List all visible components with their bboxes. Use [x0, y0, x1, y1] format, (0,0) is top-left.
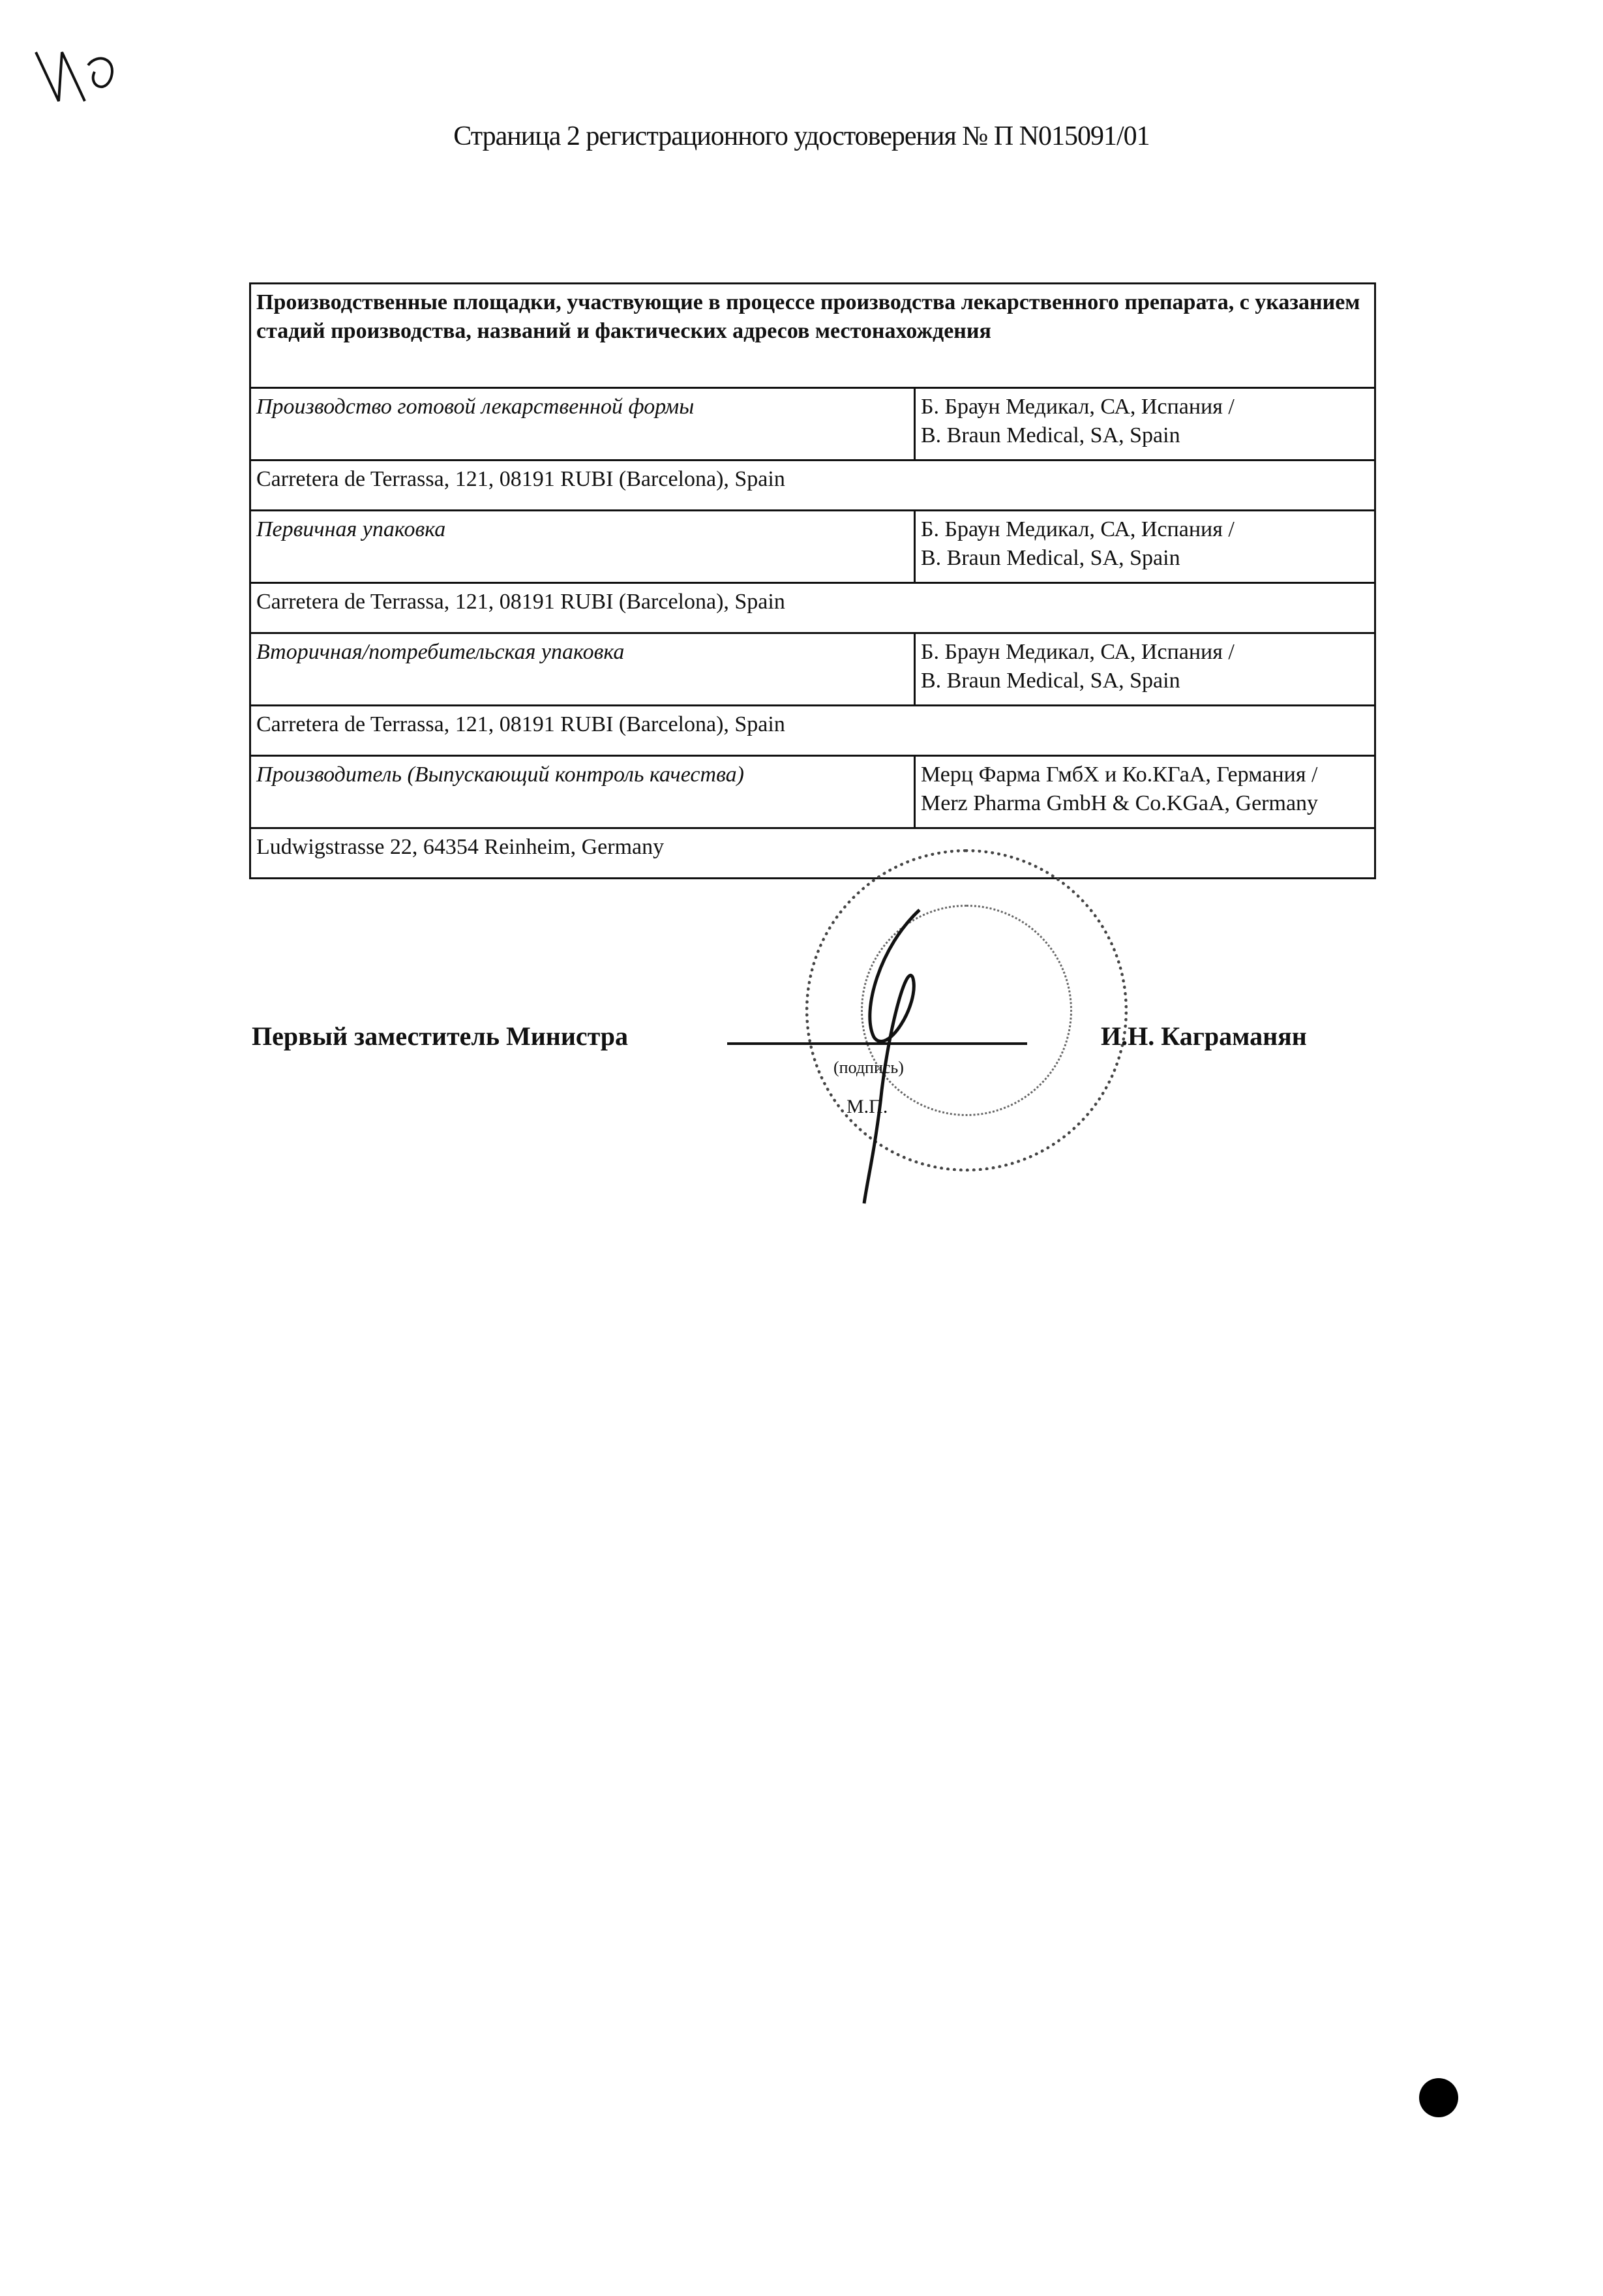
page-title: Страница 2 регистрационного удостоверения № П N015091/01 — [453, 121, 1150, 151]
table-row — [250, 633, 1375, 706]
company-en: B. Braun Medical, SA, Spain — [921, 546, 1180, 570]
stage-cell: Первичная упаковка — [250, 511, 915, 583]
table-row — [250, 511, 1375, 583]
stage-cell: Производитель (Выпускающий контроль качества) — [250, 756, 915, 828]
address-cell: Carretera de Terrassa, 121, 08191 RUBI (Barcelona), Spain — [250, 461, 1375, 511]
company-cell — [915, 633, 1375, 706]
company-ru: Б. Браун Медикал, СА, Испания / — [921, 640, 1235, 664]
signatory-role: Первый заместитель Министра — [252, 1021, 629, 1051]
company-ru: Мерц Фарма ГмбХ и Ко.КГаА, Германия / — [921, 763, 1318, 787]
table-row — [250, 756, 1375, 828]
company-ru: Б. Браун Медикал, СА, Испания / — [921, 395, 1235, 419]
handwritten-page-mark — [33, 39, 124, 114]
production-sites-table — [249, 282, 1376, 879]
company-cell — [915, 511, 1375, 583]
company-en: B. Braun Medical, SA, Spain — [921, 669, 1180, 693]
company-cell — [915, 388, 1375, 461]
signatory-name: И.Н. Каграманян — [1101, 1021, 1307, 1051]
table-header-row — [250, 284, 1375, 388]
address-cell: Ludwigstrasse 22, 64354 Reinheim, Germany — [250, 828, 1375, 879]
company-en: B. Braun Medical, SA, Spain — [921, 423, 1180, 447]
signature-caption: (подпись) — [833, 1058, 904, 1077]
address-cell: Carretera de Terrassa, 121, 08191 RUBI (Barcelona), Spain — [250, 706, 1375, 756]
signature-line — [727, 1042, 1027, 1045]
company-cell — [915, 756, 1375, 828]
stage-cell: Производство готовой лекарственной формы — [250, 388, 915, 461]
company-en: Merz Pharma GmbH & Co.KGaA, Germany — [921, 791, 1319, 815]
address-cell: Carretera de Terrassa, 121, 08191 RUBI (Barcelona), Spain — [250, 583, 1375, 633]
scan-dot-mark — [1419, 2078, 1458, 2117]
seal-place-label: М.П. — [846, 1096, 888, 1117]
table-row — [250, 388, 1375, 461]
stage-cell: Вторичная/потребительская упаковка — [250, 633, 915, 706]
table-heading: Производственные площадки, участвующие в процессе производства лекарственного препарата, с указанием стадий производства, названий и фактических адресов местонахождения — [250, 284, 1375, 388]
company-ru: Б. Браун Медикал, СА, Испания / — [921, 517, 1235, 541]
